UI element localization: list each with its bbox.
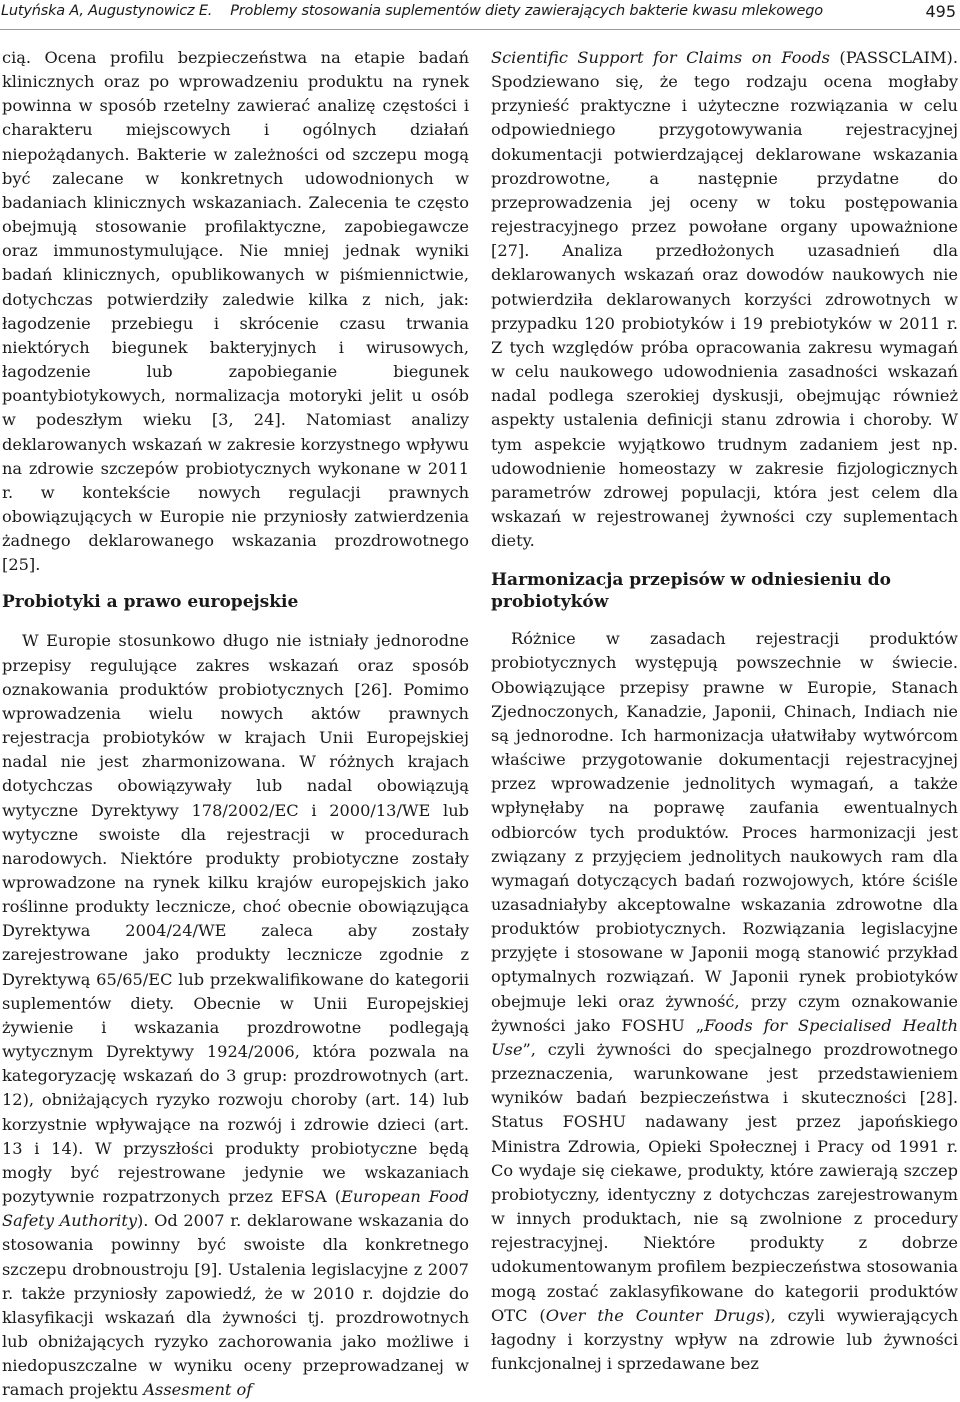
paragraph: Scientific Support for Claims on Foods (PASSCLAIM). Spodziewano się, że tego rodzaju ocena mogłaby przynieść praktyczne i użyteczne rozwiązania w celu odpowiedniego przygotowywania rejestracyjnej dokumentacji potwierdzającej deklarowane wskazania prozdrowotne, a następnie przydatne do przeprowadzenia jej oceny w toku postępowania rejestracyjnego przez powołane organy upoważnione [27]. Analiza przedłożonych uzasadnień dla deklarowanych wskazań oraz dowodów naukowych nie potwierdziła deklarowanych korzyści zdrowotnych w przypadku 120 probiotyków i 19 prebiotyków w 2011 r. Z tych względów próba opracowania zakresu wymagań w celu naukowego udowodnienia zasadności wskazań nadal podlega szerokiej dyskusji, obejmując również aspekty ustalenia definicji stanu zdrowia i choroby. W tym aspekcie wyjątkowo trudnym zadaniem jest np. udowodnienie homeostazy w zakresie fizjologicznych parametrów zdrowej populacji, która jest celem dla wskazań w rejestrowanej żywności czy suplementach diety. <box>491 48 958 551</box>
header-article-title: Problemy stosowania suplementów diety zawierających bakterie kwasu mlekowego <box>230 3 823 19</box>
page-number: 495 <box>925 2 956 21</box>
running-header <box>0 0 960 30</box>
italic-term: Scientific Support for Claims on Foods <box>491 48 830 67</box>
italic-term: Assesment of <box>143 1380 253 1400</box>
italic-term: Over the Counter Drugs <box>545 1305 765 1325</box>
italic-term: European Food Safety Authority <box>2 1187 469 1231</box>
section-heading: Harmonizacja przepisów w odniesieniu do probiotyków <box>491 570 891 613</box>
italic-term: Foods for Specialised Health Use <box>491 1015 958 1059</box>
paragraph: Różnice w zasadach rejestracji produktów probiotycznych występują powszechnie w świecie. Obowiązujące przepisy prawne w Europie, Stanach Zjednoczonych, Kanadzie, Japonii, Chinach, Indiach nie są jednorodne. Ich harmonizacja ułatwiłaby wytwórcom właściwe przygotowanie dokumentacji rejestracyjnej przez wprowadzenie jednolitych wymagań, a także wpłynęłaby na poprawę zaufania ewentualnych odbiorców tych produktów. Proces harmonizacji jest związany z przyjęciem jednolitych naukowych ram dla wymagań dotyczących badań rozwojowych, które ściśle uzasadniałyby akceptowalne wskazania zdrowotne dla produktów probiotycznych. Rozwiązania legislacyjne przyjęte i stosowane w Japonii mogą stanowić przykład optymalnych rozwiązań. W Japonii rynek probiotyków obejmuje leki oraz żywność, przy czym oznakowanie żywności jako FOSHU „Foods for Specialised Health Use”, czyli żywności do specjalnego prozdrowotnego przeznaczenia, warunkowane jest przedstawieniem wyników badań bezpieczeństwa i skuteczności [28]. Status FOSHU nadawany jest przez japońskiego Ministra Zdrowia, Opieki Społecznej i Pracy od 1991 r. Co wydaje się ciekawe, produkty, które zawierają szczep probiotyczny, identyczny z dotychczas zarejestrowanym w innych produktach, nie są zwolnione z procedury rejestracyjnej. Niektóre produkty z dobrze udokumentowanym profilem bezpieczeństwa stosowania mogą zostać zaklasyfikowane do kategorii produktów OTC (Over the Counter Drugs), czyli wywierających łagodny i korzystny wpływ na zdrowie lub żywności funkcjonalnej i sprzedawane bez <box>491 629 959 1373</box>
paragraph: cią. Ocena profilu bezpieczeństwa na etapie badań klinicznych oraz po wprowadzeniu produktu na rynek powinna w sposób rzetelny zawierać analizę częstości i charakteru miejscowych i ogólnych działań niepożądanych. Bakterie w zależności od szczepu mogą być zalecane w konkretnych udowodnionych w badaniach klinicznych wskazaniach. Zalecenia te często obejmują stosowanie profilaktyczne, zapobiegawcze oraz immunostymulujące. Nie mniej jednak wyniki badań klinicznych, opublikowanych w piśmiennictwie, dotychczas potwierdziły zaledwie kilka z nich, jak: łagodzenie przebiegu i skrócenie czasu trwania niektórych biegunek bakteryjnych i wirusowych, łagodzenie lub zapobieganie biegunek poantybiotykowych, normalizacja motoryki jelit u osób w podeszłym wieku [3, 24]. Natomiast analizy deklarowanych wskazań w zakresie korzystnego wpływu na zdrowie szczepów probiotycznych wykonane w 2011 r. w kontekście nowych regulacji prawnych obowiązujących w Europie nie przyniosły zatwierdzenia żadnego deklarowanego wskazania prozdrowotnego [25]. <box>2 48 469 575</box>
section-heading: Probiotyki a prawo europejskie <box>2 592 299 613</box>
header-authors: Lutyńska A, Augustynowicz E. <box>1 3 213 19</box>
left-column <box>2 46 469 1402</box>
header-rule <box>0 29 960 30</box>
paragraph: W Europie stosunkowo długo nie istniały jednorodne przepisy regulujące zakres wskazań oraz sposób oznakowania produktów probiotycznych [26]. Pomimo wprowadzenia wielu nowych aktów prawnych rejestracja probiotyków w krajach Unii Europejskiej nadal nie jest zharmonizowana. W różnych krajach dotychczas obowiązywały lub nadal obowiązują wytyczne Dyrektywy 178/2002/EC i 2000/13/WE lub wytyczne swoiste dla rejestracji w procedurach narodowych. Niektóre produkty probiotyczne zostały wprowadzone na rynek kilku krajów europejskich jako roślinne produkty lecznicze, choć obecnie obowiązująca Dyrektywa 2004/24/WE zaleca aby zostały zarejestrowane jako produkty lecznicze zgodnie z Dyrektywą 65/65/EC lub przekwalifikowane do kategorii suplementów diety. Obecnie w Unii Europejskiej żywienie i wskazania prozdrowotne podlegają wytycznym Dyrektywy 1924/2006, która pozwala na kategoryzację wskazań do 3 grup: prozdrowotnych (art. 12), obniżających ryzyko rozwoju choroby (art. 14) lub korzystnie wpływające na rozwój i zdrowie dzieci (art. 13 i 14). W przyszłości produkty probiotyczne będą mogły być rejestrowane jedynie we wskazaniach pozytywnie rozpatrzonych przez EFSA (European Food Safety Authority). Od 2007 r. deklarowane wskazania do stosowania powinny być swoiste dla konkretnego szczepu drobnoustroju [9]. Ustalenia legislacyjne z 2007 r. także przyniosły zapowiedź, że w 2010 r. dojdzie do klasyfikacji wskazań dla żywności tj. prozdrowotnych lub obniżających ryzyko zachorowania jako możliwe i niedopuszczalne w wyniku oceny przeprowadzanej w ramach projektu Assesment of <box>2 631 469 1400</box>
right-column <box>491 46 958 1376</box>
header-citation <box>1 3 841 19</box>
